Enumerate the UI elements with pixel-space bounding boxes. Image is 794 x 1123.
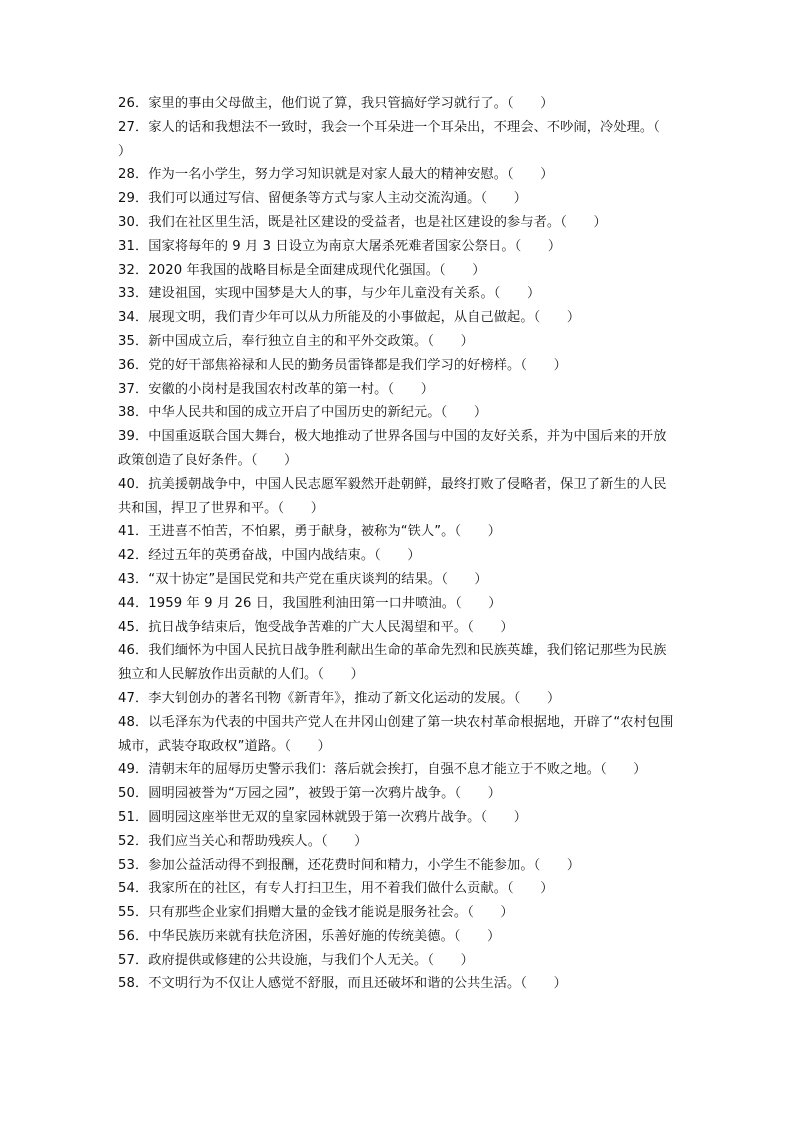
question-item: 45．抗日战争结束后，饱受战争苦难的广大人民渴望和平。（ ） bbox=[118, 619, 514, 635]
question-list bbox=[118, 92, 687, 996]
question-item: 29．我们可以通过写信、留便条等方式与家人主动交流沟通。（ ） bbox=[118, 191, 528, 207]
question-item: 35．新中国成立后，奉行独立自主的和平外交政策。（ ） bbox=[118, 333, 474, 349]
question-item: 26．家里的事由父母做主，他们说了算，我只管搞好学习就行了。（ ） bbox=[118, 96, 554, 111]
question-item: 42．经过五年的英勇奋战，中国内战结束。（ ） bbox=[118, 548, 421, 564]
question-item: 55．只有那些企业家们捐赠大量的金钱才能说是服务社会。（ ） bbox=[118, 905, 514, 921]
question-item: 38．中华人民共和国的成立开启了中国历史的新纪元。（ ） bbox=[118, 405, 488, 421]
question-item: 48．以毛泽东为代表的中国共产党人在井冈山创建了第一块农村革命根据地，开辟了“农村包围城市，武装夺取政权”道路。（ ） bbox=[118, 714, 674, 754]
question-item: 53．参加公益活动得不到报酬，还花费时间和精力，小学生不能参加。（ ） bbox=[118, 857, 581, 873]
question-item: 30．我们在社区里生活，既是社区建设的受益者，也是社区建设的参与者。（ ） bbox=[118, 214, 607, 230]
question-item: 47．李大钊创办的著名刊物《新青年》，推动了新文化运动的发展。（ ） bbox=[118, 690, 561, 706]
question-item: 34．展现文明，我们青少年可以从力所能及的小事做起，从自己做起。（ ） bbox=[118, 310, 581, 326]
question-item: 28．作为一名小学生，努力学习知识就是对家人最大的精神安慰。（ ） bbox=[118, 167, 554, 183]
question-item: 44．1959 年 9 月 26 日，我国胜利油田第一口井喷油。（ ） bbox=[118, 595, 502, 611]
question-item: 50．圆明园被誉为“万园之园”，被毁于第一次鸦片战争。（ ） bbox=[118, 786, 502, 802]
question-item: 37．安徽的小岗村是我国农村改革的第一村。（ ） bbox=[118, 381, 434, 397]
question-item: 27．家人的话和我想法不一致时，我会一个耳朵进一个耳朵出，不理会、不吵闹，冷处理。（ ） bbox=[118, 119, 687, 159]
question-item: 31．国家将每年的 9 月 3 日设立为南京大屠杀死难者国家公祭日。（ ） bbox=[118, 238, 562, 254]
question-item: 52．我们应当关心和帮助残疾人。（ ） bbox=[118, 833, 368, 849]
question-item: 36．党的好干部焦裕禄和人民的勤务员雷锋都是我们学习的好榜样。（ ） bbox=[118, 357, 567, 373]
question-item: 49．清朝末年的屈辱历史警示我们：落后就会挨打，自强不息才能立于不败之地。（ ） bbox=[118, 762, 647, 778]
question-item: 57．政府提供或修建的公共设施，与我们个人无关。（ ） bbox=[118, 952, 474, 968]
question-item: 43．“双十协定”是国民党和共产党在重庆谈判的结果。（ ） bbox=[118, 571, 488, 587]
question-item: 39．中国重返联合国大舞台，极大地推动了世界各国与中国的友好关系，并为中国后来的开放政策创造了良好条件。（ ） bbox=[118, 429, 667, 468]
question-item: 58．不文明行为不仅让人感觉不舒服，而且还破坏和谐的公共生活。（ ） bbox=[118, 976, 567, 992]
question-item: 32．2020 年我国的战略目标是全面建成现代化强国。（ ） bbox=[118, 262, 486, 278]
question-item: 33．建设祖国，实现中国梦是大人的事，与少年儿童没有关系。（ ） bbox=[118, 286, 541, 302]
question-item: 54．我家所在的社区，有专人打扫卫生，用不着我们做什么贡献。（ ） bbox=[118, 881, 554, 897]
question-item: 46．我们缅怀为中国人民抗日战争胜利献出生命的革命先烈和民族英雄，我们铭记那些为民族独立和人民解放作出贡献的人们。（ ） bbox=[118, 643, 667, 683]
question-item: 56．中华民族历来就有扶危济困，乐善好施的传统美德。（ ） bbox=[118, 928, 501, 944]
question-item: 51．圆明园这座举世无双的皇家园林就毁于第一次鸦片战争。（ ） bbox=[118, 809, 528, 825]
question-item: 41．王进喜不怕苦，不怕累，勇于献身，被称为“铁人”。（ ） bbox=[118, 524, 502, 540]
question-item: 40．抗美援朝战争中，中国人民志愿军毅然开赴朝鲜，最终打败了侵略者，保卫了新生的人民共和国，捍卫了世界和平。（ ） bbox=[118, 476, 667, 516]
